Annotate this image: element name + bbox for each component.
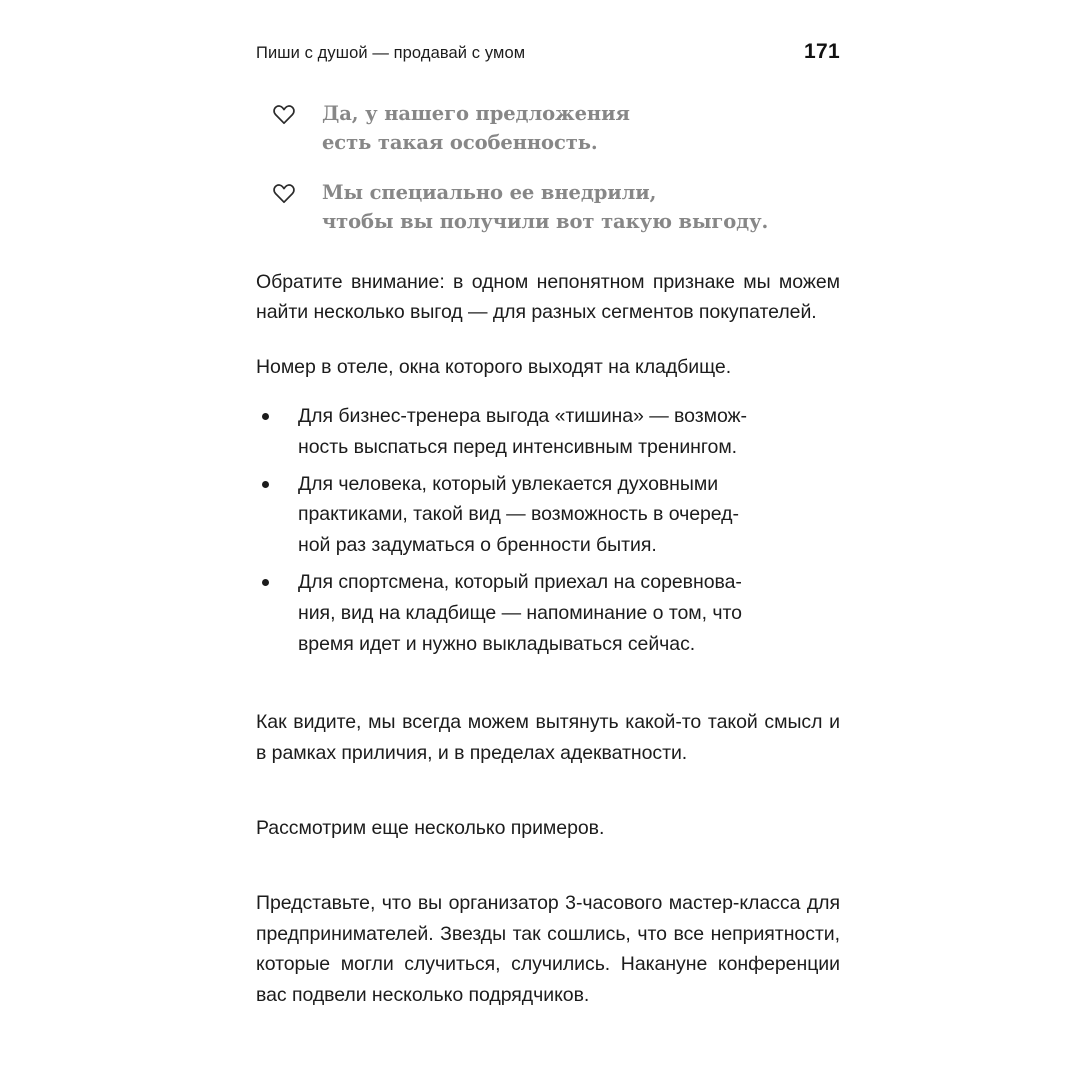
heart-outline-icon (272, 102, 296, 126)
body-paragraph-1: Обратите внимание: в одном непонятном признаке мы можем найти несколько выгод — для разных сегментов покупателей. (256, 270, 840, 324)
body-paragraph-5: Представьте, что вы организатор 3-часового мастер-класса для предпринимателей. Звезды так сошлись, что все неприятности, которые могли случиться, случились. Накануне конференции вас подвели несколько подрядчиков. (256, 891, 840, 1007)
callout-block (256, 100, 840, 237)
callout-item (256, 100, 840, 157)
list-item (256, 567, 840, 659)
list-item-line: Для бизнес-тренера выгода «тишина» — возмож- (298, 405, 747, 428)
list-item-line: практиками, такой вид — возможность в очеред- (298, 503, 739, 526)
callout-line: Да, у нашего предложения (322, 102, 630, 125)
callout-line: чтобы вы получили вот такую выгоду. (322, 209, 769, 233)
list-item-line: Для человека, который увлекается духовными (298, 472, 719, 495)
running-head (256, 40, 840, 66)
benefit-bullet-list (256, 401, 840, 659)
running-head-title: Пиши с душой — продавай с умом (256, 44, 526, 62)
list-item-line: ность выспаться перед интенсивным тренингом. (298, 435, 738, 458)
heart-outline-icon (272, 181, 296, 205)
list-item-line: время идет и нужно выкладываться сейчас. (298, 632, 696, 655)
section-spacer (256, 687, 840, 707)
bullet-dot-icon (262, 579, 269, 586)
body-paragraph-2: Номер в отеле, окна которого выходят на кладбище. (256, 356, 732, 379)
page-number: 171 (804, 40, 840, 63)
page-content (256, 100, 840, 1035)
callout-line: есть такая особенность. (322, 130, 598, 154)
list-item-line: Для спортсмена, который приехал на соревнова- (298, 571, 742, 593)
list-item (256, 469, 840, 561)
list-item-line: ния, вид на кладбище — напоминание о том, что (298, 601, 742, 624)
bullet-dot-icon (262, 413, 269, 420)
callout-line: Мы специально ее внедрили, (322, 181, 657, 205)
body-paragraph-4: Рассмотрим еще несколько примеров. (256, 816, 605, 839)
bullet-dot-icon (262, 481, 269, 488)
section-spacer (256, 793, 840, 813)
section-spacer (256, 868, 840, 888)
body-paragraph-3: Как видите, мы всегда можем вытянуть какой-то такой смысл и в рамках приличия, и в пределах адекватности. (256, 711, 840, 765)
callout-item (256, 179, 840, 236)
list-item (256, 401, 840, 463)
list-item-line: ной раз задуматься о бренности бытия. (298, 534, 657, 557)
